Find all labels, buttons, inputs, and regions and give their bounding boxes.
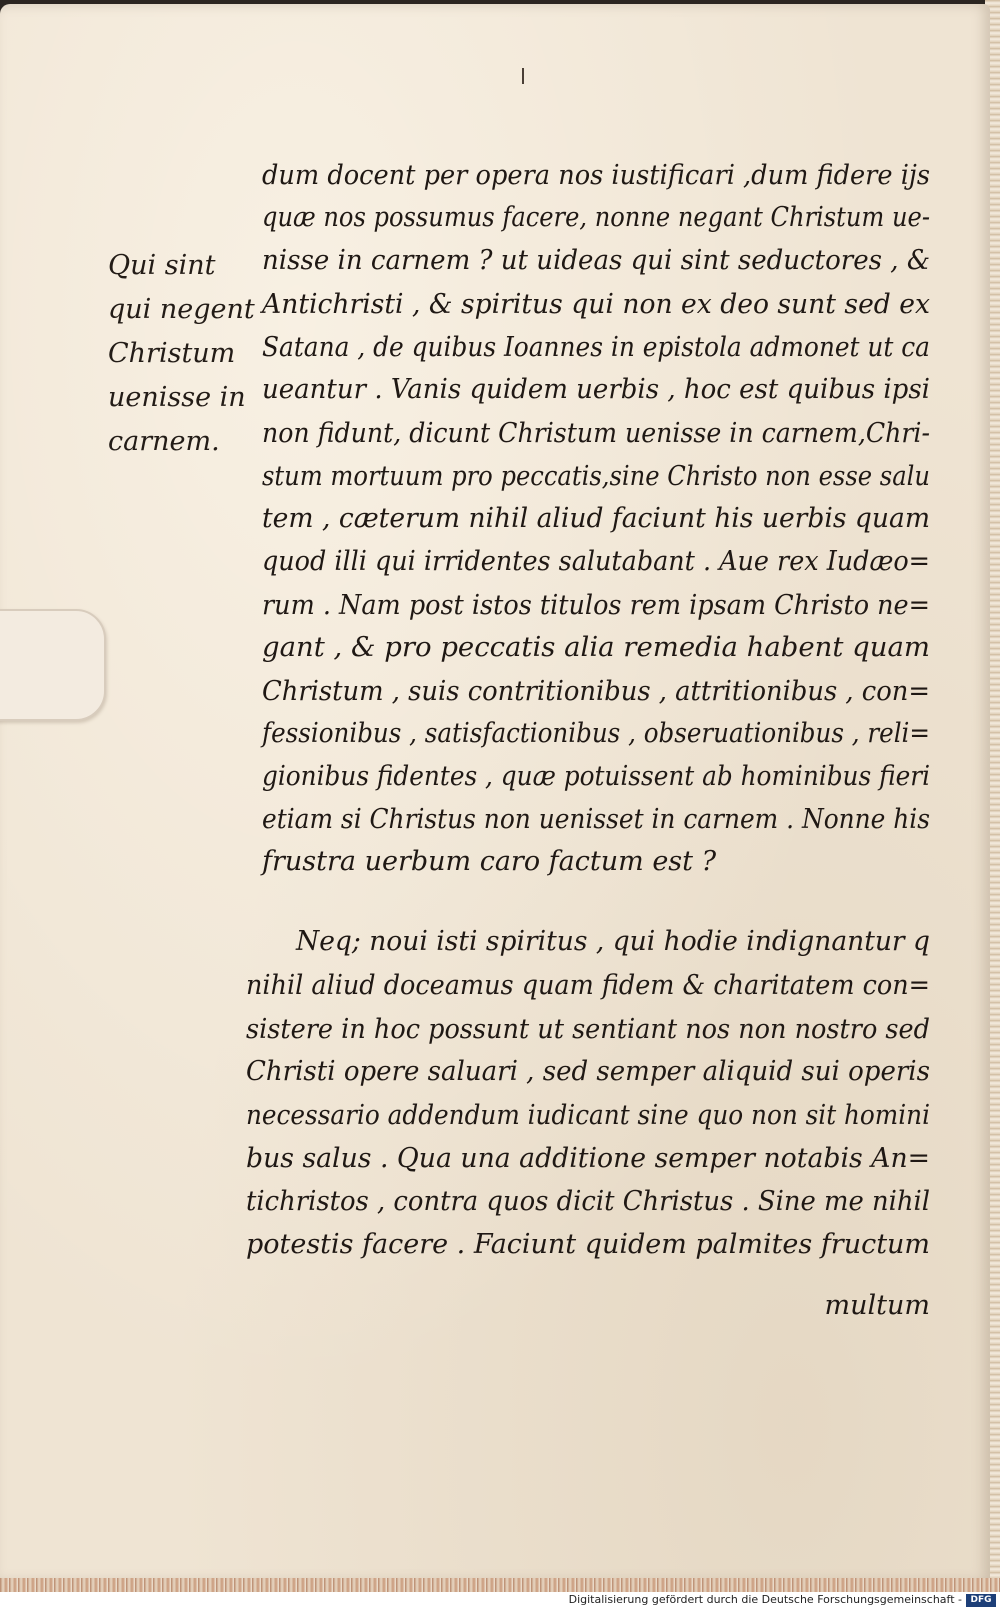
marginal-note-line: carnem. (108, 426, 220, 457)
text-line: Christi opere saluari , sed semper aliquid sui operis (246, 1056, 930, 1087)
text-line: dum docent per opera nos iustificari ,dum fidere ijs (262, 160, 930, 191)
text-line: gionibus fidentes , quæ potuissent ab hominibus fieri (262, 761, 930, 792)
text-line: nisse in carnem ? ut uideas qui sint seductores , & (262, 245, 930, 276)
text-line: non fidunt, dicunt Christum uenisse in carnem,Chri- (262, 418, 930, 449)
text-line: tichristos , contra quos dicit Christus . Sine me nihil (246, 1186, 930, 1217)
text-line: stum mortuum pro peccatis,sine Christo non esse salu (262, 461, 930, 492)
text-line: rum . Nam post istos titulos rem ipsam Christo ne= (262, 590, 930, 621)
text-line: necessario addendum iudicant sine quo non sit homini (246, 1100, 930, 1131)
text-line: bus salus . Qua una additione semper notabis An= (246, 1143, 930, 1174)
text-line: tem , cæterum nihil aliud faciunt his uerbis quam (262, 503, 930, 534)
text-line: Satana , de quibus Ioannes in epistola admonet ut ca (262, 332, 930, 363)
book-page (0, 4, 990, 1582)
footer-bar (0, 1592, 1000, 1610)
marginal-note-line: Christum (108, 338, 236, 369)
page-stack-edge-bottom (0, 1578, 1000, 1592)
text-line: gant , & pro peccatis alia remedia habent quam (262, 632, 930, 663)
marginal-note-line: Qui sint (108, 250, 216, 281)
text-line: etiam si Christus non uenisset in carnem . Nonne his (262, 804, 930, 835)
text-line: Neq; noui isti spiritus , qui hodie indignantur q (296, 926, 930, 957)
text-line: quod illi qui irridentes salutabant . Aue rex Iudæo= (262, 546, 930, 577)
marginal-note-line: qui negent (108, 294, 255, 325)
text-line: ueantur . Vanis quidem uerbis , hoc est quibus ipsi (262, 374, 930, 405)
page-tab-marker (0, 609, 106, 721)
marginal-note-line: uenisse in (108, 382, 246, 413)
pen-mark (522, 68, 524, 84)
text-line: nihil aliud doceamus quam fidem & charitatem con= (246, 970, 930, 1001)
text-line: Christum , suis contritionibus , attritionibus , con= (262, 676, 930, 707)
text-line: frustra uerbum caro factum est ? (262, 846, 717, 877)
text-line: potestis facere . Faciunt quidem palmites fructum (246, 1229, 930, 1260)
text-line: Antichristi , & spiritus qui non ex deo sunt sed ex (262, 289, 930, 320)
text-line: quæ nos possumus facere, nonne negant Christum ue- (262, 202, 930, 233)
funding-credit: Digitalisierung gefördert durch die Deutsche Forschungsgemeinschaft - (568, 1593, 962, 1606)
text-line: sistere in hoc possunt ut sentiant nos non nostro sed (246, 1014, 930, 1045)
dfg-logo: DFG (966, 1594, 996, 1607)
catchword: multum (824, 1290, 930, 1321)
marginal-note (108, 244, 255, 464)
text-line: fessionibus , satisfactionibus , obseruationibus , reli= (262, 718, 930, 749)
